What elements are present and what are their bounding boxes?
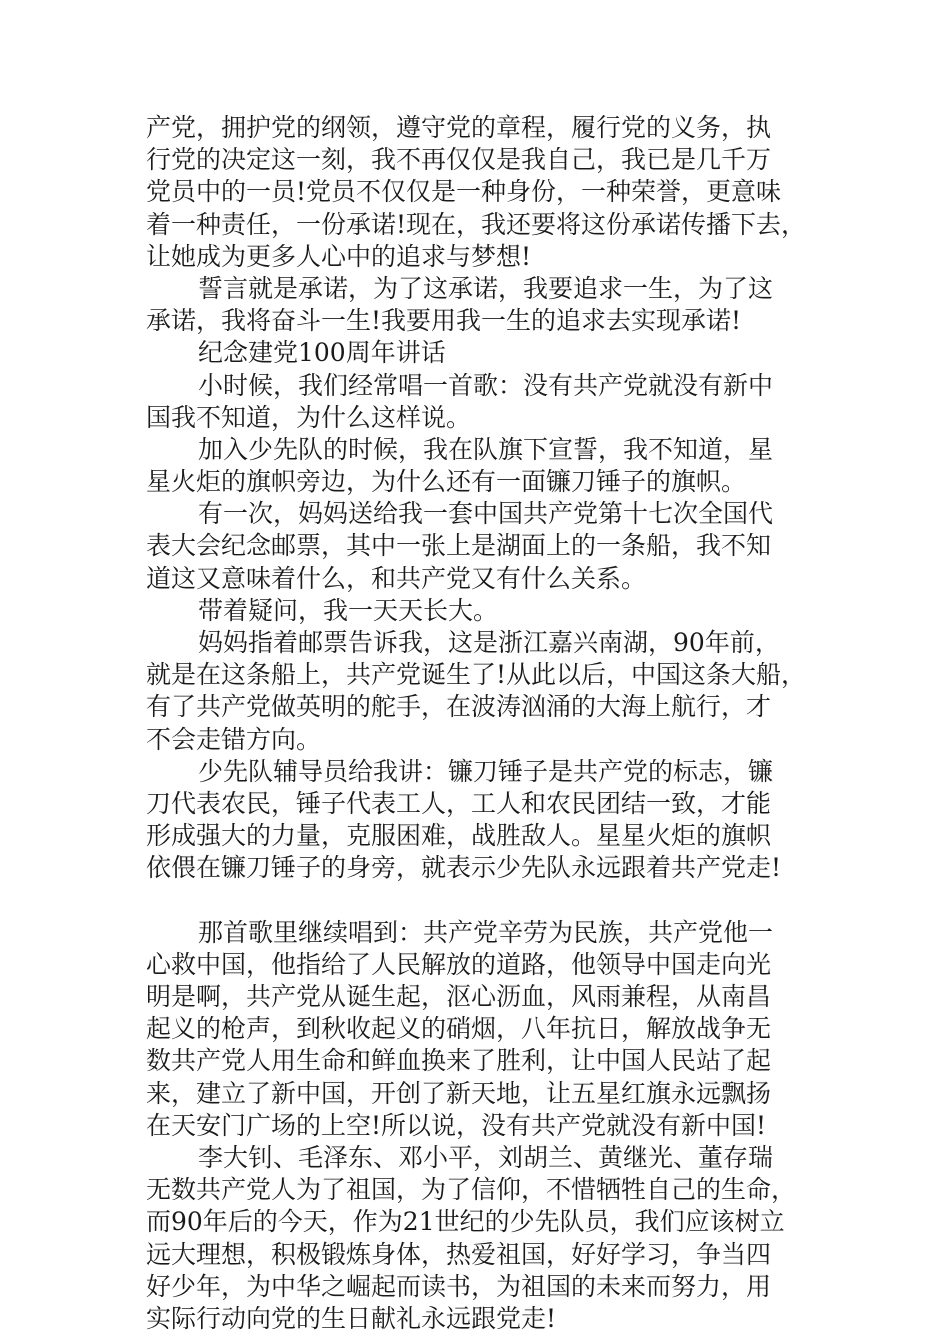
text-line: 有了共产党做英明的舵手，在波涛汹涌的大海上航行，才 [146,692,772,722]
text-line: 承诺，我将奋斗一生!我要用我一生的追求去实现承诺! [146,306,742,336]
text-line: 而90年后的今天，作为21世纪的少先队员，我们应该树立 [146,1207,785,1237]
text-line: 少先队辅导员给我讲：镰刀锤子是共产党的标志，镰 [198,756,774,786]
text-line: 形成强大的力量，克服困难，战胜敌人。星星火炬的旗帜 [146,821,772,851]
text-line: 心救中国，他指给了人民解放的道路，他领导中国走向光 [146,949,772,979]
text-line: 来，建立了新中国，开创了新天地，让五星红旗永远飘扬 [146,1078,772,1108]
text-line: 妈妈指着邮票告诉我，这是浙江嘉兴南湖，90年前， [198,628,780,657]
text-line: 在天安门广场的上空!所以说，没有共产党就没有新中国! [146,1110,767,1140]
text-line: 无数共产党人为了祖国，为了信仰，不惜牺牲自己的生命， [146,1175,797,1205]
text-line: 表大会纪念邮票，其中一张上是湖面上的一条船，我不知 [146,531,772,561]
text-line: 依偎在镰刀锤子的身旁，就表示少先队永远跟着共产党走! [146,853,782,883]
text-line: 加入少先队的时候，我在队旗下宣誓，我不知道，星 [198,434,774,464]
text-line: 着一种责任，一份承诺!现在，我还要将这份承诺传播下去， [146,209,807,239]
blank-line [146,885,816,917]
text-line: 李大钊、毛泽东、邓小平，刘胡兰、黄继光、董存瑞 [198,1143,774,1172]
text-line: 小时候，我们经常唱一首歌：没有共产党就没有新中 [198,370,774,400]
text-line: 刀代表农民，锤子代表工人，工人和农民团结一致，才能 [146,788,772,818]
text-line: 星火炬的旗帜旁边，为什么还有一面镰刀锤子的旗帜。 [146,467,747,497]
text-line: 行党的决定这一刻，我不再仅仅是我自己，我已是几千万 [146,145,772,175]
text-line: 让她成为更多人心中的追求与梦想! [146,241,532,271]
document-body [146,112,816,1335]
text-line: 党员中的一员!党员不仅仅是一种身份，一种荣誉，更意味 [146,177,782,207]
text-line: 道这又意味着什么，和共产党又有什么关系。 [146,563,647,593]
text-line: 国我不知道，为什么这样说。 [146,402,472,432]
text-line: 有一次，妈妈送给我一套中国共产党第十七次全国代 [198,499,774,529]
text-line: 那首歌里继续唱到：共产党辛劳为民族，共产党他一 [198,917,774,947]
text-line: 起义的枪声，到秋收起义的硝烟，八年抗日，解放战争无 [146,1014,772,1044]
text-line: 不会走错方向。 [146,724,322,754]
text-line: 纪念建党100周年讲话 [198,338,446,368]
text-line: 就是在这条船上，共产党诞生了!从此以后，中国这条大船， [146,660,807,690]
text-line: 产党，拥护党的纲领，遵守党的章程，履行党的义务，执 [146,113,772,142]
text-line: 明是啊，共产党从诞生起，沤心沥血，风雨兼程，从南昌 [146,982,772,1012]
text-line: 数共产党人用生命和鲜血换来了胜利，让中国人民站了起 [146,1046,772,1076]
text-line: 好少年，为中华之崛起而读书，为祖国的未来而努力，用 [146,1271,772,1301]
text-line: 远大理想，积极锻炼身体，热爱祖国，好好学习，争当四 [146,1239,772,1269]
text-line: 誓言就是承诺，为了这承诺，我要追求一生，为了这 [198,273,774,303]
text-line: 带着疑问，我一天天长大。 [198,595,499,625]
text-line: 实际行动向党的生日献礼永远跟党走! [146,1303,557,1333]
